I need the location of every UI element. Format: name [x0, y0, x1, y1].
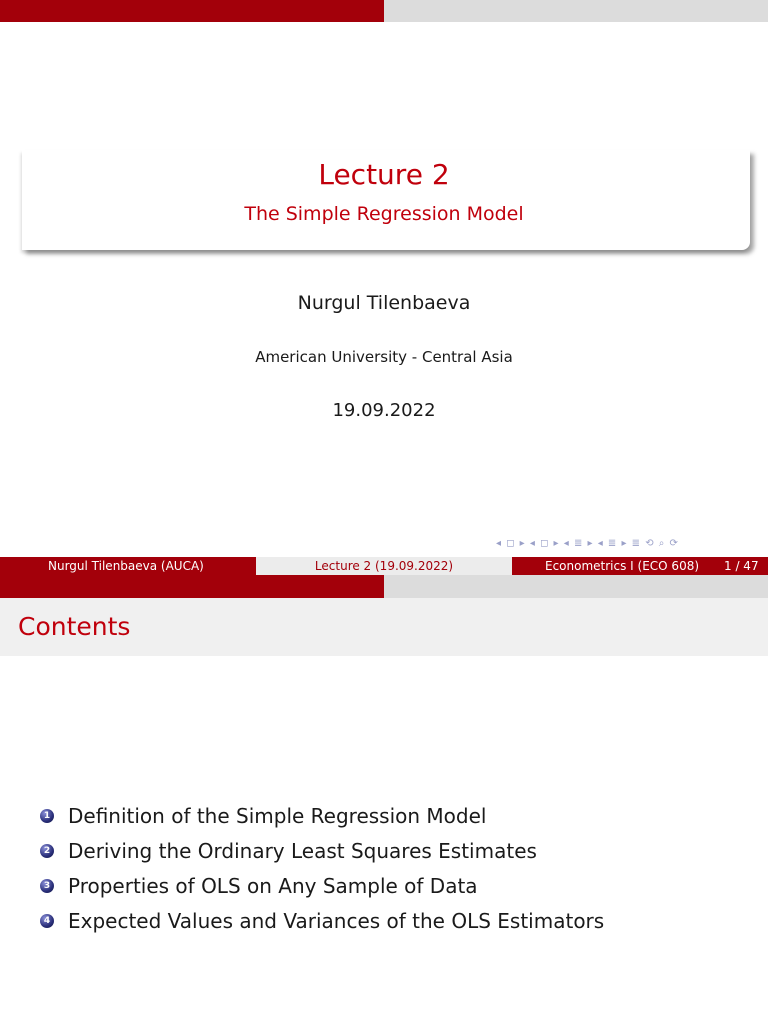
toc-item-label: Expected Values and Variances of the OLS Estimators	[68, 908, 605, 933]
progress-bar-remaining	[384, 0, 768, 22]
footer-page-number: 1 / 47	[724, 559, 759, 573]
toc-item-label: Deriving the Ordinary Least Squares Estimates	[68, 838, 537, 863]
toc-item[interactable]	[40, 798, 604, 833]
institution: American University - Central Asia	[255, 348, 513, 366]
numbered-ball-icon: 4	[40, 914, 54, 928]
toc-item[interactable]	[40, 833, 604, 868]
author-name: Nurgul Tilenbaeva	[297, 292, 471, 314]
numbered-ball-icon: 3	[40, 879, 54, 893]
toc-item[interactable]	[40, 903, 604, 938]
frame-title: Contents	[18, 612, 131, 641]
progress-bar-filled-2	[0, 575, 384, 598]
progress-bar-remaining-2	[384, 575, 768, 598]
numbered-ball-icon: 2	[40, 844, 54, 858]
progress-bar-filled	[0, 0, 384, 22]
table-of-contents	[40, 798, 604, 938]
footer-course	[512, 557, 768, 575]
beamer-navigation-icons[interactable]: ◂ ◻ ▸ ◂ ◻ ▸ ◂ ≣ ▸ ◂ ≣ ▸ ≣ ⟲ ⌕ ⟳	[496, 538, 679, 549]
footer-author	[0, 557, 256, 575]
footer-author-text: Nurgul Tilenbaeva (AUCA)	[48, 559, 204, 573]
toc-item-label: Properties of OLS on Any Sample of Data	[68, 873, 478, 898]
footer-title: Lecture 2 (19.09.2022)	[256, 557, 512, 575]
slide-subtitle: The Simple Regression Model	[244, 203, 524, 225]
presentation-date: 19.09.2022	[332, 400, 436, 421]
numbered-ball-icon: 1	[40, 809, 54, 823]
toc-item-label: Definition of the Simple Regression Model	[68, 803, 487, 828]
toc-item[interactable]	[40, 868, 604, 903]
footer-course-text: Econometrics I (ECO 608)	[545, 559, 700, 573]
slide-title: Lecture 2	[318, 158, 450, 191]
